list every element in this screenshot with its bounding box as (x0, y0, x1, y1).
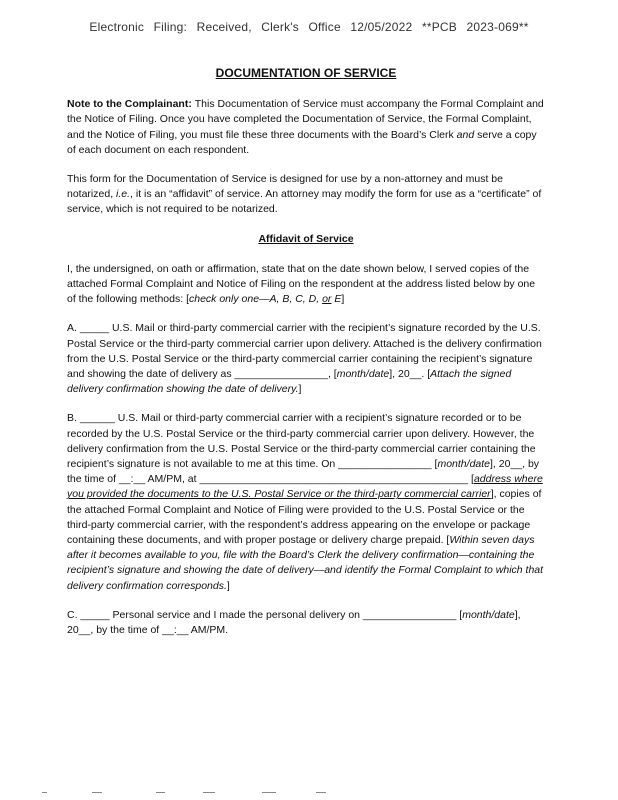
method-b-address-field: address where you provided the documents to the U.S. Postal Service or the third-party commercial carrier (67, 473, 543, 501)
method-a-date-field: month/date (336, 368, 390, 381)
method-a-text-2: ], 20__. [ (389, 368, 431, 381)
method-a-text: U.S. Mail or third-party commercial carrier with the recipient’s signature recorded by the U.S. Postal Service or the third-party commercial carrier upon delivery. Attached is the delivery confirmation from the U.S. Postal Service or the third-party commercial carrier containing the recipient’s signature and showing the date of delivery as ________________, [ (67, 322, 542, 381)
intro-text: This form for the Documentation of Service is designed for use by a non-attorney and must be notarized, (67, 173, 503, 201)
method-b-checkbox-blank[interactable]: ______ (76, 412, 115, 425)
method-a-checkbox-blank[interactable]: _____ (76, 322, 110, 335)
affirmation-check-instruction: check only one—A, B, C, D, (189, 293, 323, 306)
affirmation-or: or (322, 293, 332, 306)
method-c-date-field: month/date (462, 608, 515, 621)
method-c-paragraph (67, 608, 545, 638)
method-a-close: ] (298, 383, 302, 396)
scan-mark (203, 792, 215, 793)
note-text: This Documentation of Service must accompany the Formal Complaint and the Notice of Filing. Once you have completed the Documentation of Service, the Formal Complaint, and the Notice of Filing, you must file these three documents with the Board’s Clerk (67, 98, 544, 141)
method-c-text-2: ], 20__, by the time of __:__ AM/PM. (67, 608, 521, 637)
intro-ie: i.e. (116, 188, 131, 201)
electronic-filing-stamp: Electronic Filing: Received, Clerk's Office 12/05/2022 **PCB 2023-069** (89, 20, 529, 34)
scan-mark (42, 792, 47, 793)
intro-text-end: , it is an “affidavit” of service. An attorney may modify the form for use as a “certificate” of service, which is not required to be notarized. (67, 188, 542, 216)
scan-artifact-marks (0, 790, 618, 796)
method-b-date-field: month/date (437, 458, 491, 471)
method-b-instruction: Within seven days after it becomes available to you, file with the Board’s Clerk the delivery confirmation—containing the recipient’s signature and showing the date of delivery—and identify the Formal Complaint to which that delivery confirmation corresponds. (67, 534, 544, 592)
method-b-text-2: ], 20__, by the time of __:__ AM/PM, at ______________________________________________ [ (67, 458, 540, 486)
method-c-text: Personal service and I made the personal delivery on ________________ [ (109, 608, 463, 621)
note-text-end: serve a copy of each document on each respondent. (67, 128, 537, 156)
note-label: Note to the Complainant (67, 98, 189, 111)
affirmation-text: I, the undersigned, on oath or affirmation, state that on the date shown below, I served copies of the attached Formal Complaint and Notice of Filing on the respondent at the address listed below by one of the following methods: [ (67, 262, 536, 306)
note-to-complainant (67, 97, 545, 158)
method-c-label: C. (67, 608, 78, 621)
method-b-close: ] (226, 579, 230, 592)
affidavit-title: Affidavit of Service (258, 232, 354, 245)
affirmation-paragraph (67, 262, 545, 308)
method-a-instruction: Attach the signed delivery confirmation showing the date of delivery. (67, 368, 512, 396)
scan-mark (92, 792, 102, 793)
affirmation-check-end: E (331, 293, 342, 306)
intro-paragraph (67, 172, 545, 218)
method-b-paragraph (67, 411, 545, 593)
method-b-label: B. (67, 412, 77, 425)
note-separator: : (188, 98, 195, 111)
document-page (67, 66, 545, 652)
affirmation-close: ] (341, 293, 345, 306)
document-title: DOCUMENTATION OF SERVICE (215, 66, 397, 80)
scan-mark (262, 792, 276, 793)
method-a-label: A. (67, 322, 77, 335)
method-c-checkbox-blank[interactable]: _____ (77, 608, 110, 621)
method-a-paragraph (67, 321, 545, 397)
method-b-text-3: ], copies of the attached Formal Complaint and Notice of Filing were provided to the U.S. Postal Service or the third-party commercial carrier, with the respondent’s address appearing on the envelope or package containing these documents, and with proper postage or delivery charge prepaid. [ (67, 488, 542, 547)
note-and: and (456, 128, 475, 141)
method-b-text: U.S. Mail or third-party commercial carrier with a recipient’s signature recorded or to be recorded by the U.S. Postal Service or the third-party commercial carrier upon delivery. However, the delivery confirmation from the U.S. Postal Service or the third-party commercial carrier containing the recipient’s signature is not available to me at this time. On ________________ [ (67, 412, 536, 471)
scan-mark (316, 792, 326, 793)
scan-mark (156, 792, 165, 793)
